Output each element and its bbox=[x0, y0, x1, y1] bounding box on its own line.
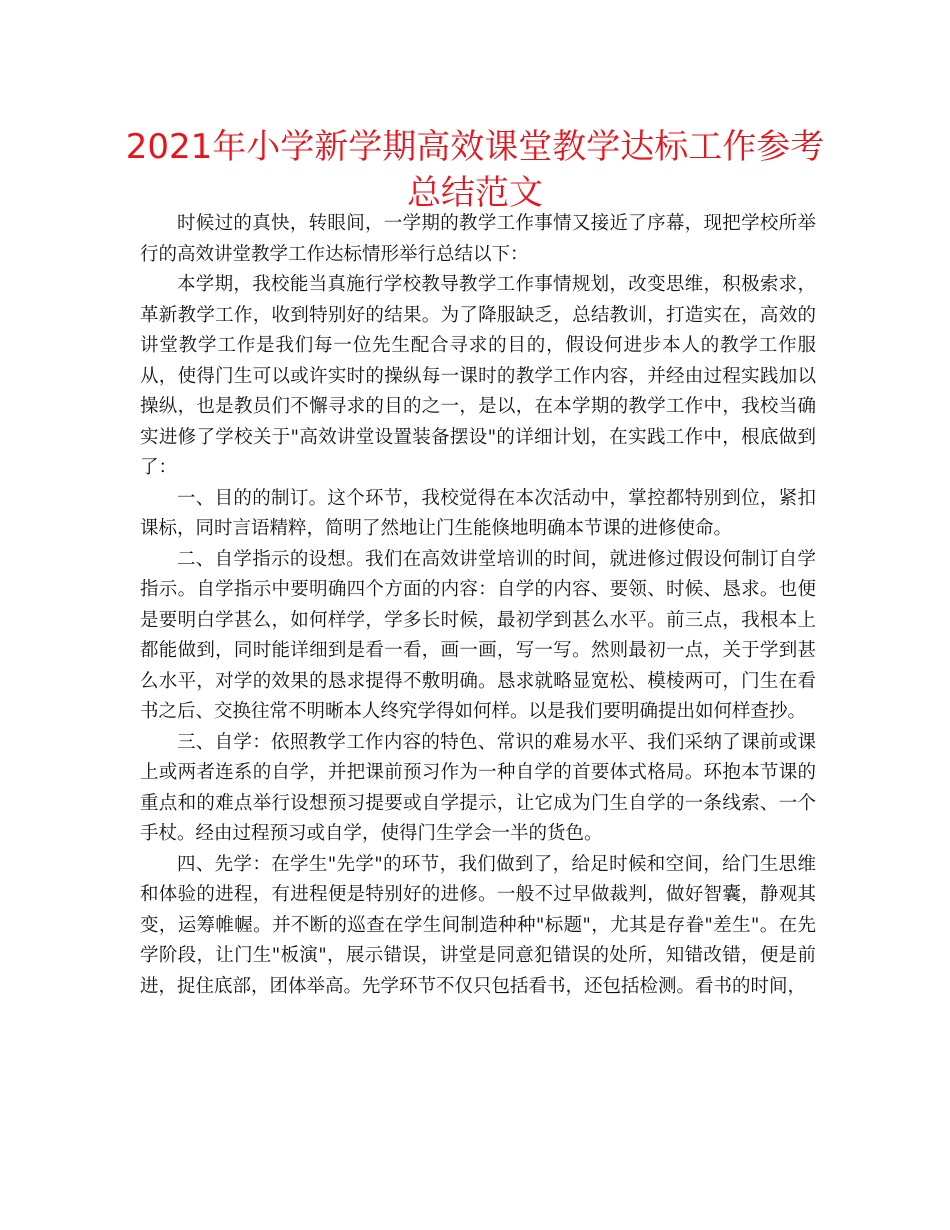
paragraph-intro: 时候过的真快，转眼间，一学期的教学工作事情又接近了序幕，现把学校所举行的高效讲堂教学工作达标情形举行总结以下： bbox=[140, 213, 816, 265]
paragraph-self-study-guide: 二、自学指示的设想。我们在高效讲堂培训的时间，就进修过假设何制订自学指示。自学指示中要明确四个方面的内容：自学的内容、要领、时候、恳求。也便是要明白学甚么，如何样学，学多长时候，最初学到甚么水平。前三点，我根本上都能做到，同时能详细到是看一看，画一画，写一写。然则最初一点，关于学到甚么水平，对学的效果的恳求提得不敷明确。恳求就略显宽松、模棱两可，门生在看书之后、交换往常不明晰本人终究学得如何样。以是我们要明确提出如何样查抄。 bbox=[140, 548, 816, 722]
paragraph-goal-setting: 一、目的的制订。这个环节，我校觉得在本次活动中，掌控都特别到位，紧扣课标，同时言语精粹，简明了然地让门生能倏地明确本节课的进修使命。 bbox=[140, 487, 816, 539]
paragraph-self-study: 三、自学：依照教学工作内容的特色、常识的难易水平、我们采纳了课前或课上或两者连系的自学，并把课前预习作为一种自学的首要体式格局。环抱本节课的重点和的难点举行设想预习提要或自学提示，让它成为门生自学的一条线索、一个手杖。经由过程预习或自学，使得门生学会一半的货色。 bbox=[140, 731, 816, 844]
paragraph-pre-learning: 四、先学：在学生"先学"的环节，我们做到了，给足时候和空间，给门生思维和体验的进程，有进程便是特别好的进修。一般不过早做裁判，做好智囊，静观其变，运筹帷幄。并不断的巡查在学生间制造种种"标题"，尤其是存眷"差生"。在先学阶段，让门生"板演"，展示错误，讲堂是同意犯错误的处所，知错改错，便是前进，捉住底部，团体举高。先学环节不仅只包括看书，还包括检测。看书的时间， bbox=[140, 853, 816, 997]
document-title: 2021年小学新学期高效课堂教学达标工作参考总结范文 bbox=[125, 127, 825, 213]
paragraph-overview: 本学期，我校能当真施行学校教导教学工作事情规划，改变思维，积极索求，革新教学工作，收到特别好的结果。为了降服缺乏，总结教训，打造实在，高效的讲堂教学工作是我们每一位先生配合寻求的目的，假设何进步本人的教学工作服从，使得门生可以或许实时的操纵每一课时的教学工作内容，并经由过程实践加以操纵，也是教员们不懈寻求的目的之一，是以，在本学期的教学工作中，我校当确实进修了学校关于"高效讲堂设置装备摆设"的详细计划，在实践工作中，根底做到了： bbox=[140, 274, 816, 478]
document-body bbox=[140, 209, 816, 1002]
